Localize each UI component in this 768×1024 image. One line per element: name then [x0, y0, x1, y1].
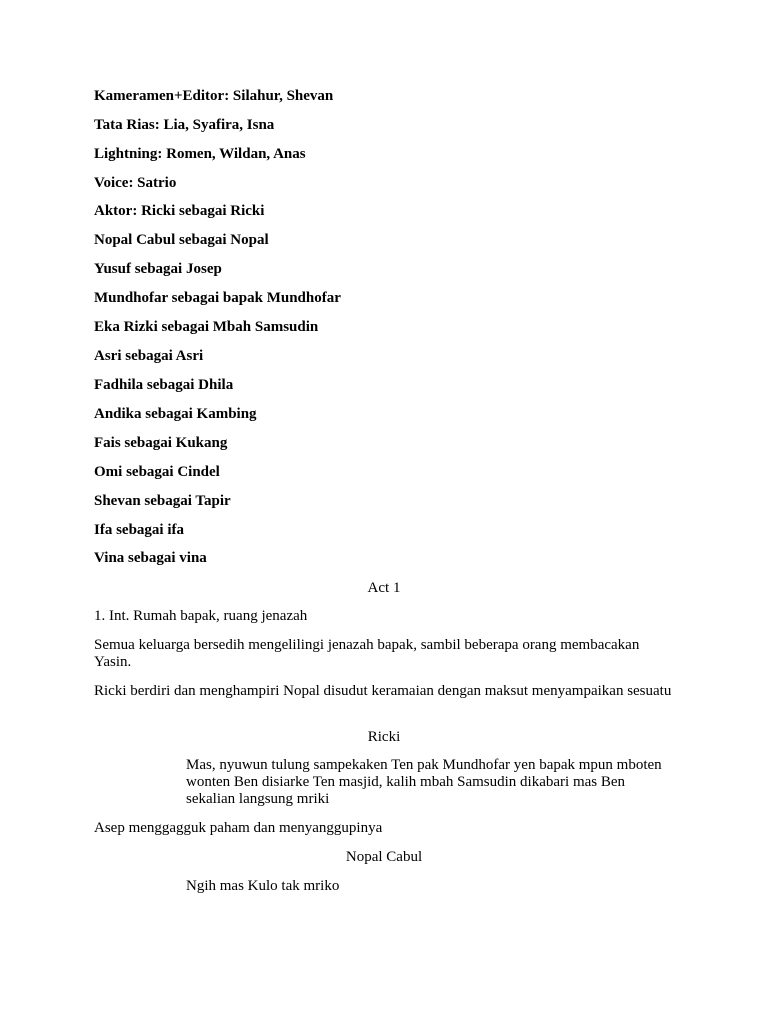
action-paragraph: Asep menggagguk paham dan menyanggupinya: [94, 820, 383, 836]
credit-line: Kameramen+Editor: Silahur, Shevan: [94, 88, 334, 104]
credit-line: Yusuf sebagai Josep: [94, 261, 222, 277]
credit-line: Asri sebagai Asri: [94, 348, 204, 364]
credit-line: Mundhofar sebagai bapak Mundhofar: [94, 290, 341, 306]
credit-line: Shevan sebagai Tapir: [94, 493, 231, 509]
credit-line: Eka Rizki sebagai Mbah Samsudin: [94, 319, 319, 335]
credit-line: Vina sebagai vina: [94, 550, 207, 566]
credit-line: Ifa sebagai ifa: [94, 522, 184, 538]
scene-heading: 1. Int. Rumah bapak, ruang jenazah: [94, 608, 308, 624]
credit-line: Fadhila sebagai Dhila: [94, 377, 234, 393]
credit-line: Aktor: Ricki sebagai Ricki: [94, 203, 265, 219]
action-paragraph: Semua keluarga bersedih mengelilingi jenazah bapak, sambil beberapa orang membacakan Yasin.: [94, 637, 640, 670]
dialogue-text: Ngih mas Kulo tak mriko: [186, 878, 340, 894]
credit-line: Nopal Cabul sebagai Nopal: [94, 232, 269, 248]
action-paragraph: Ricki berdiri dan menghampiri Nopal disudut keramaian dengan maksut menyampaikan sesuatu: [94, 683, 672, 699]
credit-line: Fais sebagai Kukang: [94, 435, 228, 451]
character-name: Nopal Cabul: [345, 849, 423, 865]
dialogue-text: Mas, nyuwun tulung sampekaken Ten pak Mundhofar yen bapak mpun mboten wonten Ben disiarke Ten masjid, kalih mbah Samsudin dikabari mas Ben sekalian langsung mriki: [186, 757, 662, 807]
credit-line: Voice: Satrio: [94, 175, 177, 191]
credit-line: Tata Rias: Lia, Syafira, Isna: [94, 117, 275, 133]
character-name: Ricki: [367, 729, 401, 745]
credit-line: Andika sebagai Kambing: [94, 406, 257, 422]
credit-line: Lightning: Romen, Wildan, Anas: [94, 146, 306, 162]
act-heading: Act 1: [367, 580, 401, 596]
credit-line: Omi sebagai Cindel: [94, 464, 220, 480]
